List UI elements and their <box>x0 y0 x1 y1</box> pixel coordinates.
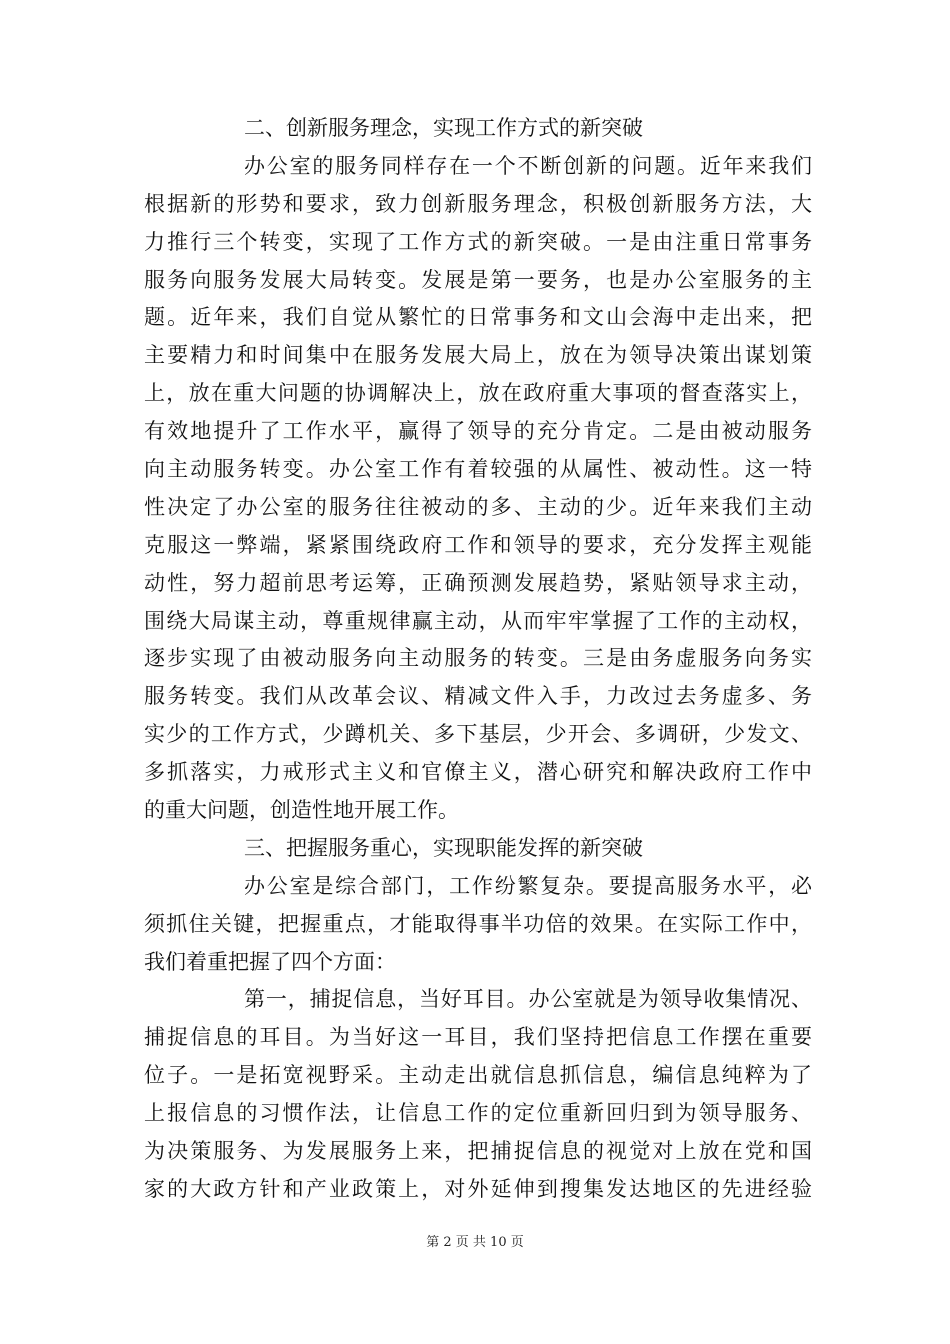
paragraph-line: 力推行三个转变，实现了工作方式的新突破。一是由注重日常事务 <box>144 229 812 254</box>
paragraph-line: 捕捉信息的耳目。为当好这一耳目，我们坚持把信息工作摆在重要 <box>144 1025 812 1050</box>
paragraph-line: 的重大问题，创造性地开展工作。 <box>144 798 459 823</box>
paragraph-line: 我们着重把握了四个方面： <box>144 949 396 974</box>
paragraph-line: 主要精力和时间集中在服务发展大局上，放在为领导决策出谋划策 <box>144 343 812 368</box>
paragraph-line: 第一，捕捉信息，当好耳目。办公室就是为领导收集情况、 <box>244 987 812 1012</box>
paragraph-line: 题。近年来，我们自觉从繁忙的日常事务和文山会海中走出来，把 <box>144 305 812 330</box>
paragraph-line: 多抓落实，力戒形式主义和官僚主义，潜心研究和解决政府工作中 <box>144 760 812 785</box>
paragraph-line: 办公室的服务同样存在一个不断创新的问题。近年来我们 <box>244 153 812 178</box>
paragraph-line: 克服这一弊端，紧紧围绕政府工作和领导的要求，充分发挥主观能 <box>144 532 812 557</box>
paragraph-line: 有效地提升了工作水平，赢得了领导的充分肯定。二是由被动服务 <box>144 419 812 444</box>
paragraph-line: 服务转变。我们从改革会议、精减文件入手，力改过去务虚多、务 <box>144 684 812 709</box>
page-number-footer: 第 2 页 共 10 页 <box>426 1235 524 1250</box>
paragraph-line: 围绕大局谋主动，尊重规律赢主动，从而牢牢掌握了工作的主动权， <box>144 608 812 633</box>
paragraph-line: 上，放在重大问题的协调解决上，放在政府重大事项的督查落实上， <box>144 381 812 406</box>
paragraph-line: 服务向服务发展大局转变。发展是第一要务，也是办公室服务的主 <box>144 267 812 292</box>
paragraph-line: 动性，努力超前思考运筹，正确预测发展趋势，紧贴领导求主动， <box>144 570 812 595</box>
paragraph-line: 逐步实现了由被动服务向主动服务的转变。三是由务虚服务向务实 <box>144 646 812 671</box>
paragraph-line: 向主动服务转变。办公室工作有着较强的从属性、被动性。这一特 <box>144 457 812 482</box>
section-heading-2: 二、创新服务理念，实现工作方式的新突破 <box>244 116 643 140</box>
paragraph-line: 实少的工作方式，少蹲机关、多下基层，少开会、多调研，少发文、 <box>144 722 812 747</box>
paragraph-line: 位子。一是拓宽视野采。主动走出就信息抓信息，编信息纯粹为了 <box>144 1063 812 1088</box>
paragraph-line: 办公室是综合部门，工作纷繁复杂。要提高服务水平，必 <box>244 873 812 898</box>
paragraph-line: 家的大政方针和产业政策上，对外延伸到搜集发达地区的先进经验 <box>144 1176 812 1201</box>
section-heading-3: 三、把握服务重心，实现职能发挥的新突破 <box>244 835 643 860</box>
paragraph-line: 为决策服务、为发展服务上来，把捕捉信息的视觉对上放在党和国 <box>144 1139 812 1164</box>
document-body <box>144 110 812 1209</box>
paragraph-line: 性决定了办公室的服务往往被动的多、主动的少。近年来我们主动 <box>144 494 812 519</box>
paragraph-line: 须抓住关键，把握重点，才能取得事半功倍的效果。在实际工作中， <box>144 911 812 936</box>
paragraph-line: 上报信息的习惯作法，让信息工作的定位重新回归到为领导服务、 <box>144 1101 812 1126</box>
paragraph-line: 根据新的形势和要求，致力创新服务理念，积极创新服务方法，大 <box>144 191 812 216</box>
